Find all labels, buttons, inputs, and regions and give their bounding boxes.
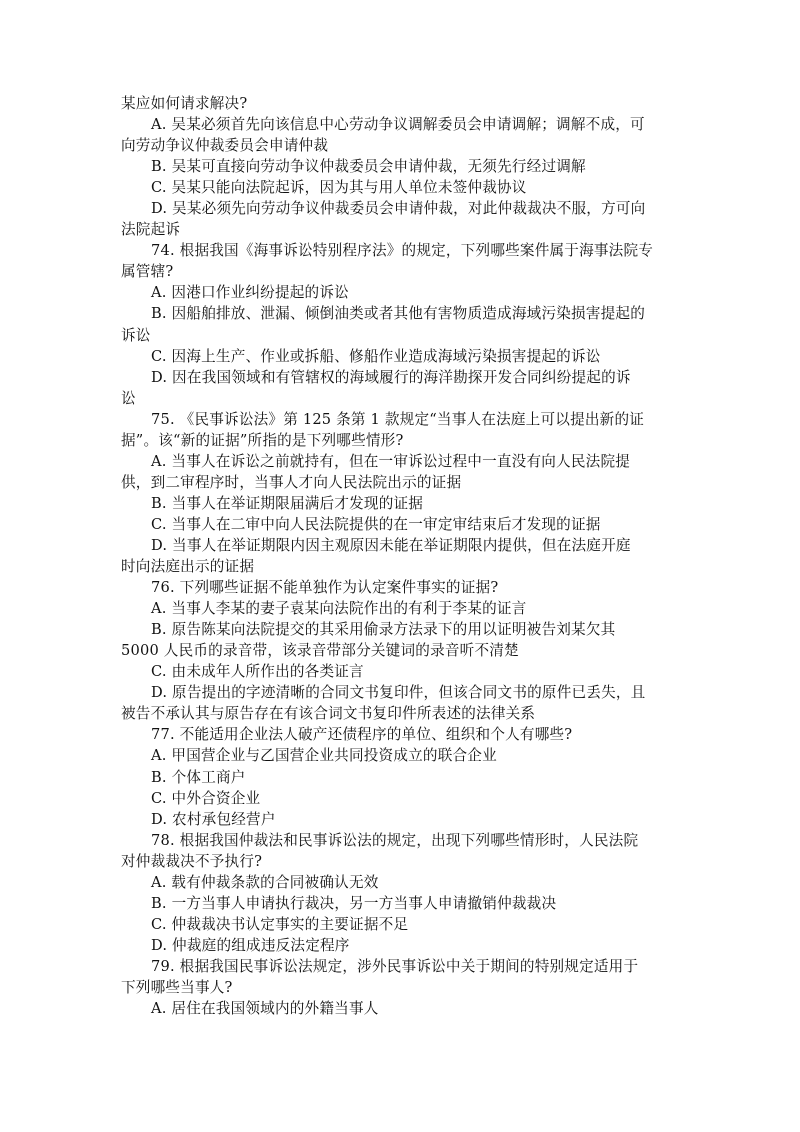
text-line: B. 原告陈某向法院提交的其采用偷录方法录下的用以证明被告刘某欠其 (151, 621, 616, 639)
text-line: 76. 下列哪些证据不能单独作为认定案件事实的证据? (151, 579, 499, 597)
text-line: D. 当事人在举证期限内因主观原因未能在举证期限内提供，但在法庭开庭 (151, 536, 631, 554)
text-line: D. 农村承包经营户 (151, 810, 276, 828)
text-line: C. 当事人在二审中向人民法院提供的在一审定审结束后才发现的证据 (151, 515, 601, 533)
text-line: A. 吴某必须首先向该信息中心劳动争议调解委员会申请调解；调解不成，可 (151, 116, 645, 134)
text-line: 对仲裁裁决不予执行? (121, 852, 263, 870)
text-line: 讼 (121, 389, 136, 407)
text-line: A. 居住在我国领域内的外籍当事人 (151, 1000, 379, 1018)
text-line: A. 当事人在诉讼之前就持有，但在一审诉讼过程中一直没有向人民法院提 (151, 452, 631, 470)
text-line: C. 因海上生产、作业或拆船、修船作业造成海域污染损害提起的诉讼 (151, 347, 601, 365)
text-line: B. 因船舶排放、泄漏、倾倒油类或者其他有害物质造成海域污染损害提起的 (151, 305, 646, 323)
text-line: A. 因港口作业纠纷提起的诉讼 (151, 284, 349, 302)
text-line: 79. 根据我国民事诉讼法规定，涉外民事诉讼中关于期间的特别规定适用于 (151, 957, 639, 975)
text-line: 75. 《民事诉讼法》第 125 条第 1 款规定“当事人在法庭上可以提出新的证 (151, 410, 645, 428)
text-line: 属管辖? (121, 263, 174, 281)
text-line: C. 仲裁裁决书认定事实的主要证据不足 (151, 915, 409, 933)
text-line: 5000 人民币的录音带，该录音带部分关键词的录音听不清楚 (121, 642, 519, 660)
text-line: 法院起诉 (121, 221, 181, 239)
text-line: 时向法庭出示的证据 (121, 558, 255, 576)
text-line: A. 当事人李某的妻子袁某向法院作出的有利于李某的证言 (151, 600, 527, 618)
text-line: B. 吴某可直接向劳动争议仲裁委员会申请仲裁，无须先行经过调解 (151, 158, 586, 176)
text-line: 下列哪些当事人? (121, 978, 233, 996)
text-line: 据”。该“新的证据”所指的是下列哪些情形? (121, 431, 404, 449)
text-line: D. 吴某必须先向劳动争议仲裁委员会申请仲裁，对此仲裁裁决不服，方可向 (151, 200, 646, 218)
text-line: 供，到二审程序时，当事人才向人民法院出示的证据 (121, 473, 462, 491)
text-line: 74. 根据我国《海事诉讼特别程序法》的规定，下列哪些案件属于海事法院专 (151, 242, 654, 260)
text-line: C. 吴某只能向法院起诉，因为其与用人单位未签仲裁协议 (151, 179, 527, 197)
text-line: 某应如何请求解决? (121, 95, 248, 112)
text-line: D. 原告提出的字迹清晰的合同文书复印件，但该合同文书的原件已丢失，且 (151, 684, 646, 702)
text-line: C. 中外合资企业 (151, 789, 261, 807)
text-line: B. 当事人在举证期限届满后才发现的证据 (151, 494, 424, 512)
document-body (121, 93, 689, 1019)
text-line: A. 甲国营企业与乙国营企业共同投资成立的联合企业 (151, 747, 497, 765)
text-line: A. 载有仲裁条款的合同被确认无效 (151, 873, 379, 891)
text-line: 被告不承认其与原告存在有该合词文书复印件所表述的法律关系 (121, 705, 536, 723)
text-line: 诉讼 (121, 326, 151, 344)
text-line: D. 因在我国领域和有管辖权的海域履行的海洋勘探开发合同纠纷提起的诉 (151, 368, 631, 386)
text-line: B. 一方当事人申请执行裁决，另一方当事人申请撤销仲裁裁决 (151, 894, 557, 912)
text-line: B. 个体工商户 (151, 768, 246, 786)
text-line: 向劳动争议仲裁委员会申请仲裁 (121, 137, 329, 155)
text-line: D. 仲裁庭的组成违反法定程序 (151, 936, 350, 954)
text-line: C. 由未成年人所作出的各类证言 (151, 663, 364, 681)
text-line: 78. 根据我国仲裁法和民事诉讼法的规定，出现下列哪些情形时，人民法院 (151, 831, 639, 849)
text-line: 77. 不能适用企业法人破产还债程序的单位、组织和个人有哪些? (151, 726, 573, 744)
